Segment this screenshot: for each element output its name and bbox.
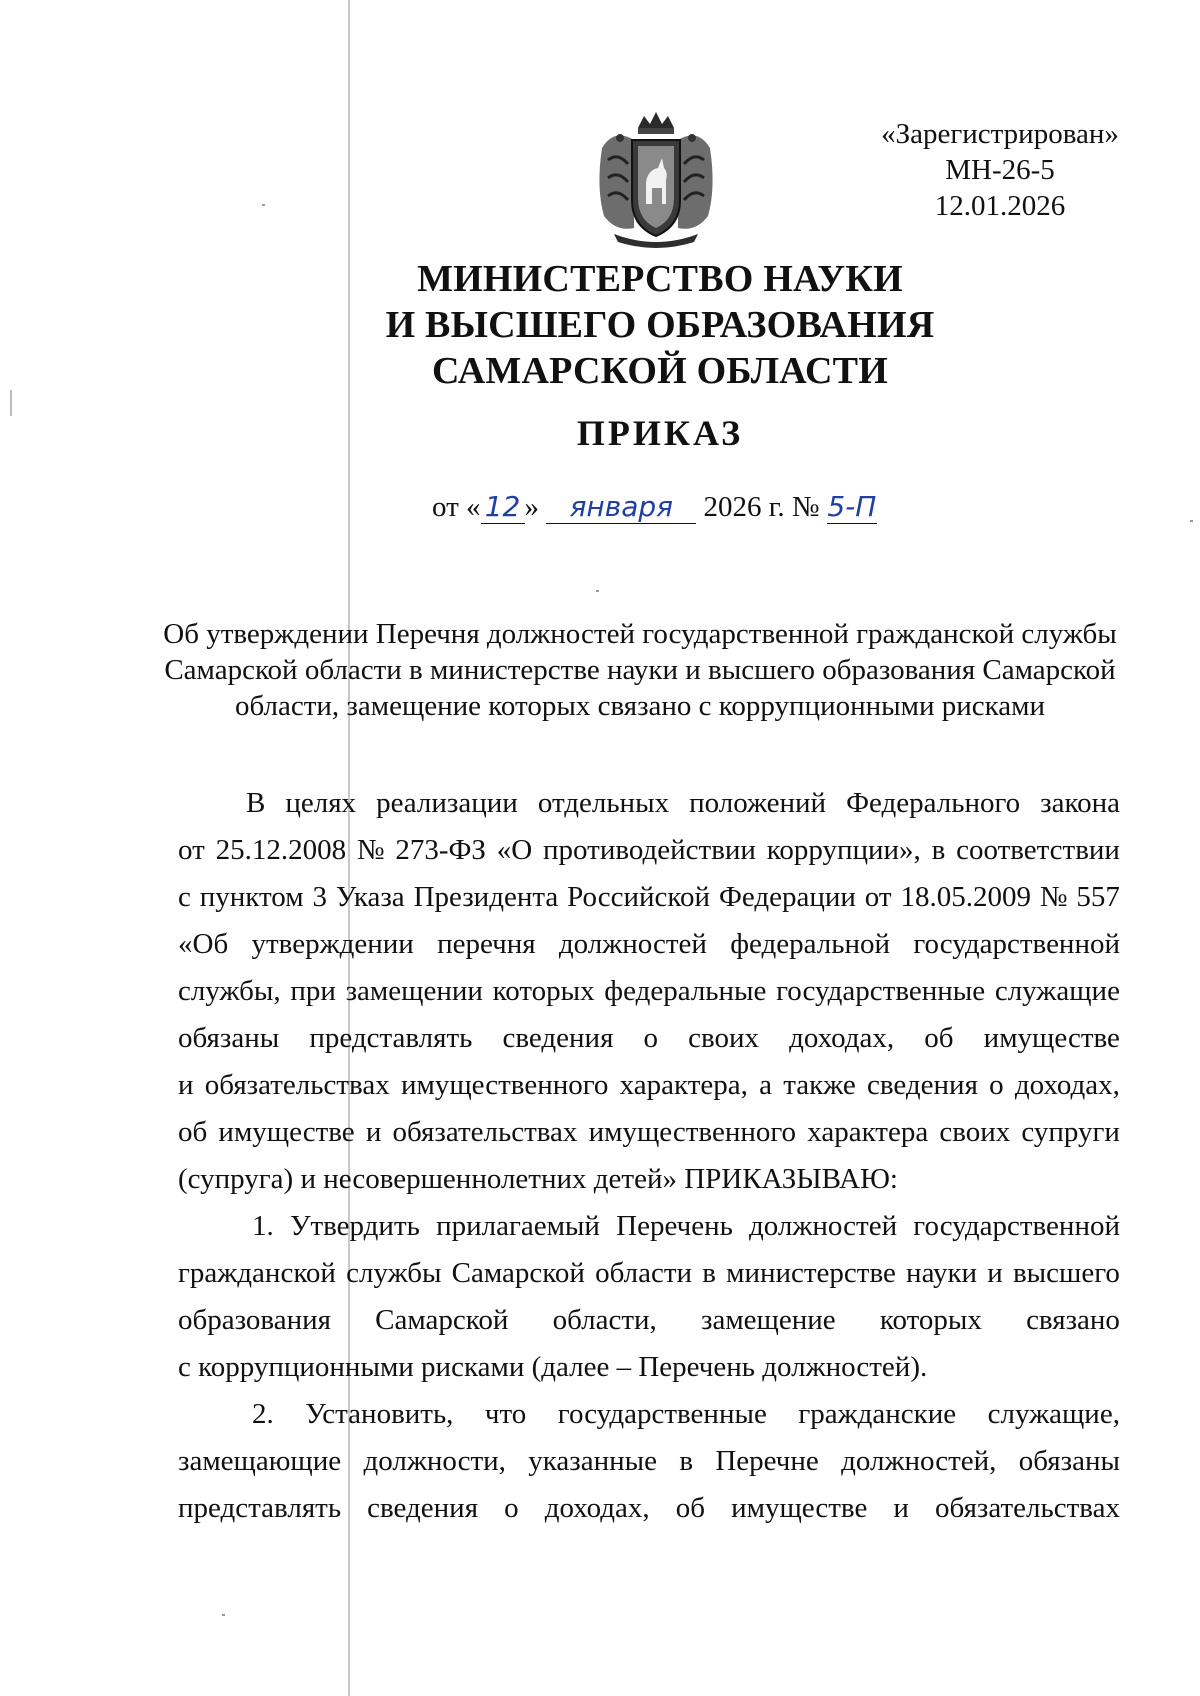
order-date-line — [432, 490, 877, 524]
subject-line: области, замещение которых связано с коррупционными рисками — [234, 690, 1046, 722]
body-text-line: 1. Утвердить прилагаемый Перечень должностей государственной — [252, 1210, 1120, 1242]
scan-speck — [1190, 520, 1193, 522]
body-text-line: 2. Установить, что государственные гражданские служащие, — [252, 1398, 1120, 1430]
ministry-header — [360, 256, 960, 394]
order-body — [178, 780, 1120, 1532]
date-quote-close: » — [524, 491, 540, 523]
order-subject — [160, 616, 1120, 724]
body-text-line: представлять сведения о доходах, об имуществе и обязательствах — [178, 1492, 1120, 1524]
body-text-line: обязаны представлять сведения о своих доходах, об имуществе — [178, 1022, 1120, 1054]
body-text-line: замещающие должности, указанные в Перечне должностей, обязаны — [178, 1445, 1120, 1477]
document-type-title: ПРИКАЗ — [576, 413, 744, 453]
handwritten-order-number: 5-П — [827, 490, 877, 523]
body-text-line: об имуществе и обязательствах имущественного характера своих супруги — [178, 1116, 1120, 1148]
ministry-line-2: И ВЫСШЕГО ОБРАЗОВАНИЯ — [385, 304, 935, 346]
body-text-line: от 25.12.2008 № 273-ФЗ «О противодействии коррупции», в соответствии — [178, 834, 1120, 866]
registration-status: «Зарегистрирован» — [881, 118, 1119, 150]
scan-speck — [596, 590, 599, 592]
body-text-line: «Об утверждении перечня должностей федеральной государственной — [178, 928, 1120, 960]
scan-speck — [222, 1614, 225, 1616]
handwritten-month: января — [546, 490, 696, 524]
body-text-line: с пунктом 3 Указа Президента Российской Федерации от 18.05.2009 № 557 — [178, 881, 1120, 913]
body-text-line: В целях реализации отдельных положений Федерального закона — [246, 787, 1120, 819]
handwritten-day: 12 — [481, 490, 525, 524]
ministry-line-3: САМАРСКОЙ ОБЛАСТИ — [432, 350, 888, 392]
body-text-line: образования Самарской области, замещение которых связано — [178, 1304, 1120, 1336]
body-text-line: с коррупционными рисками (далее – Перечень должностей). — [178, 1351, 928, 1383]
samara-region-coat-of-arms-icon — [594, 108, 718, 250]
scan-edge-mark — [10, 390, 12, 416]
registration-number: МН-26-5 — [945, 154, 1055, 186]
registration-stamp — [880, 116, 1120, 224]
body-text-line: гражданской службы Самарской области в министерстве науки и высшего — [178, 1257, 1120, 1289]
body-text-line: и обязательствах имущественного характера, а также сведения о доходах, — [178, 1069, 1120, 1101]
body-text-line: (супруга) и несовершеннолетних детей» ПРИКАЗЫВАЮ: — [178, 1163, 898, 1195]
scan-speck — [262, 204, 265, 206]
date-year-number-label: 2026 г. № — [703, 491, 820, 523]
ministry-line-1: МИНИСТЕРСТВО НАУКИ — [417, 258, 903, 300]
subject-line: Самарской области в министерстве науки и высшего образования Самарской — [164, 654, 1116, 686]
date-prefix: от « — [432, 491, 481, 523]
subject-line: Об утверждении Перечня должностей государственной гражданской службы — [163, 618, 1117, 650]
registration-date: 12.01.2026 — [934, 190, 1066, 222]
body-text-line: службы, при замещении которых федеральные государственные служащие — [178, 975, 1120, 1007]
